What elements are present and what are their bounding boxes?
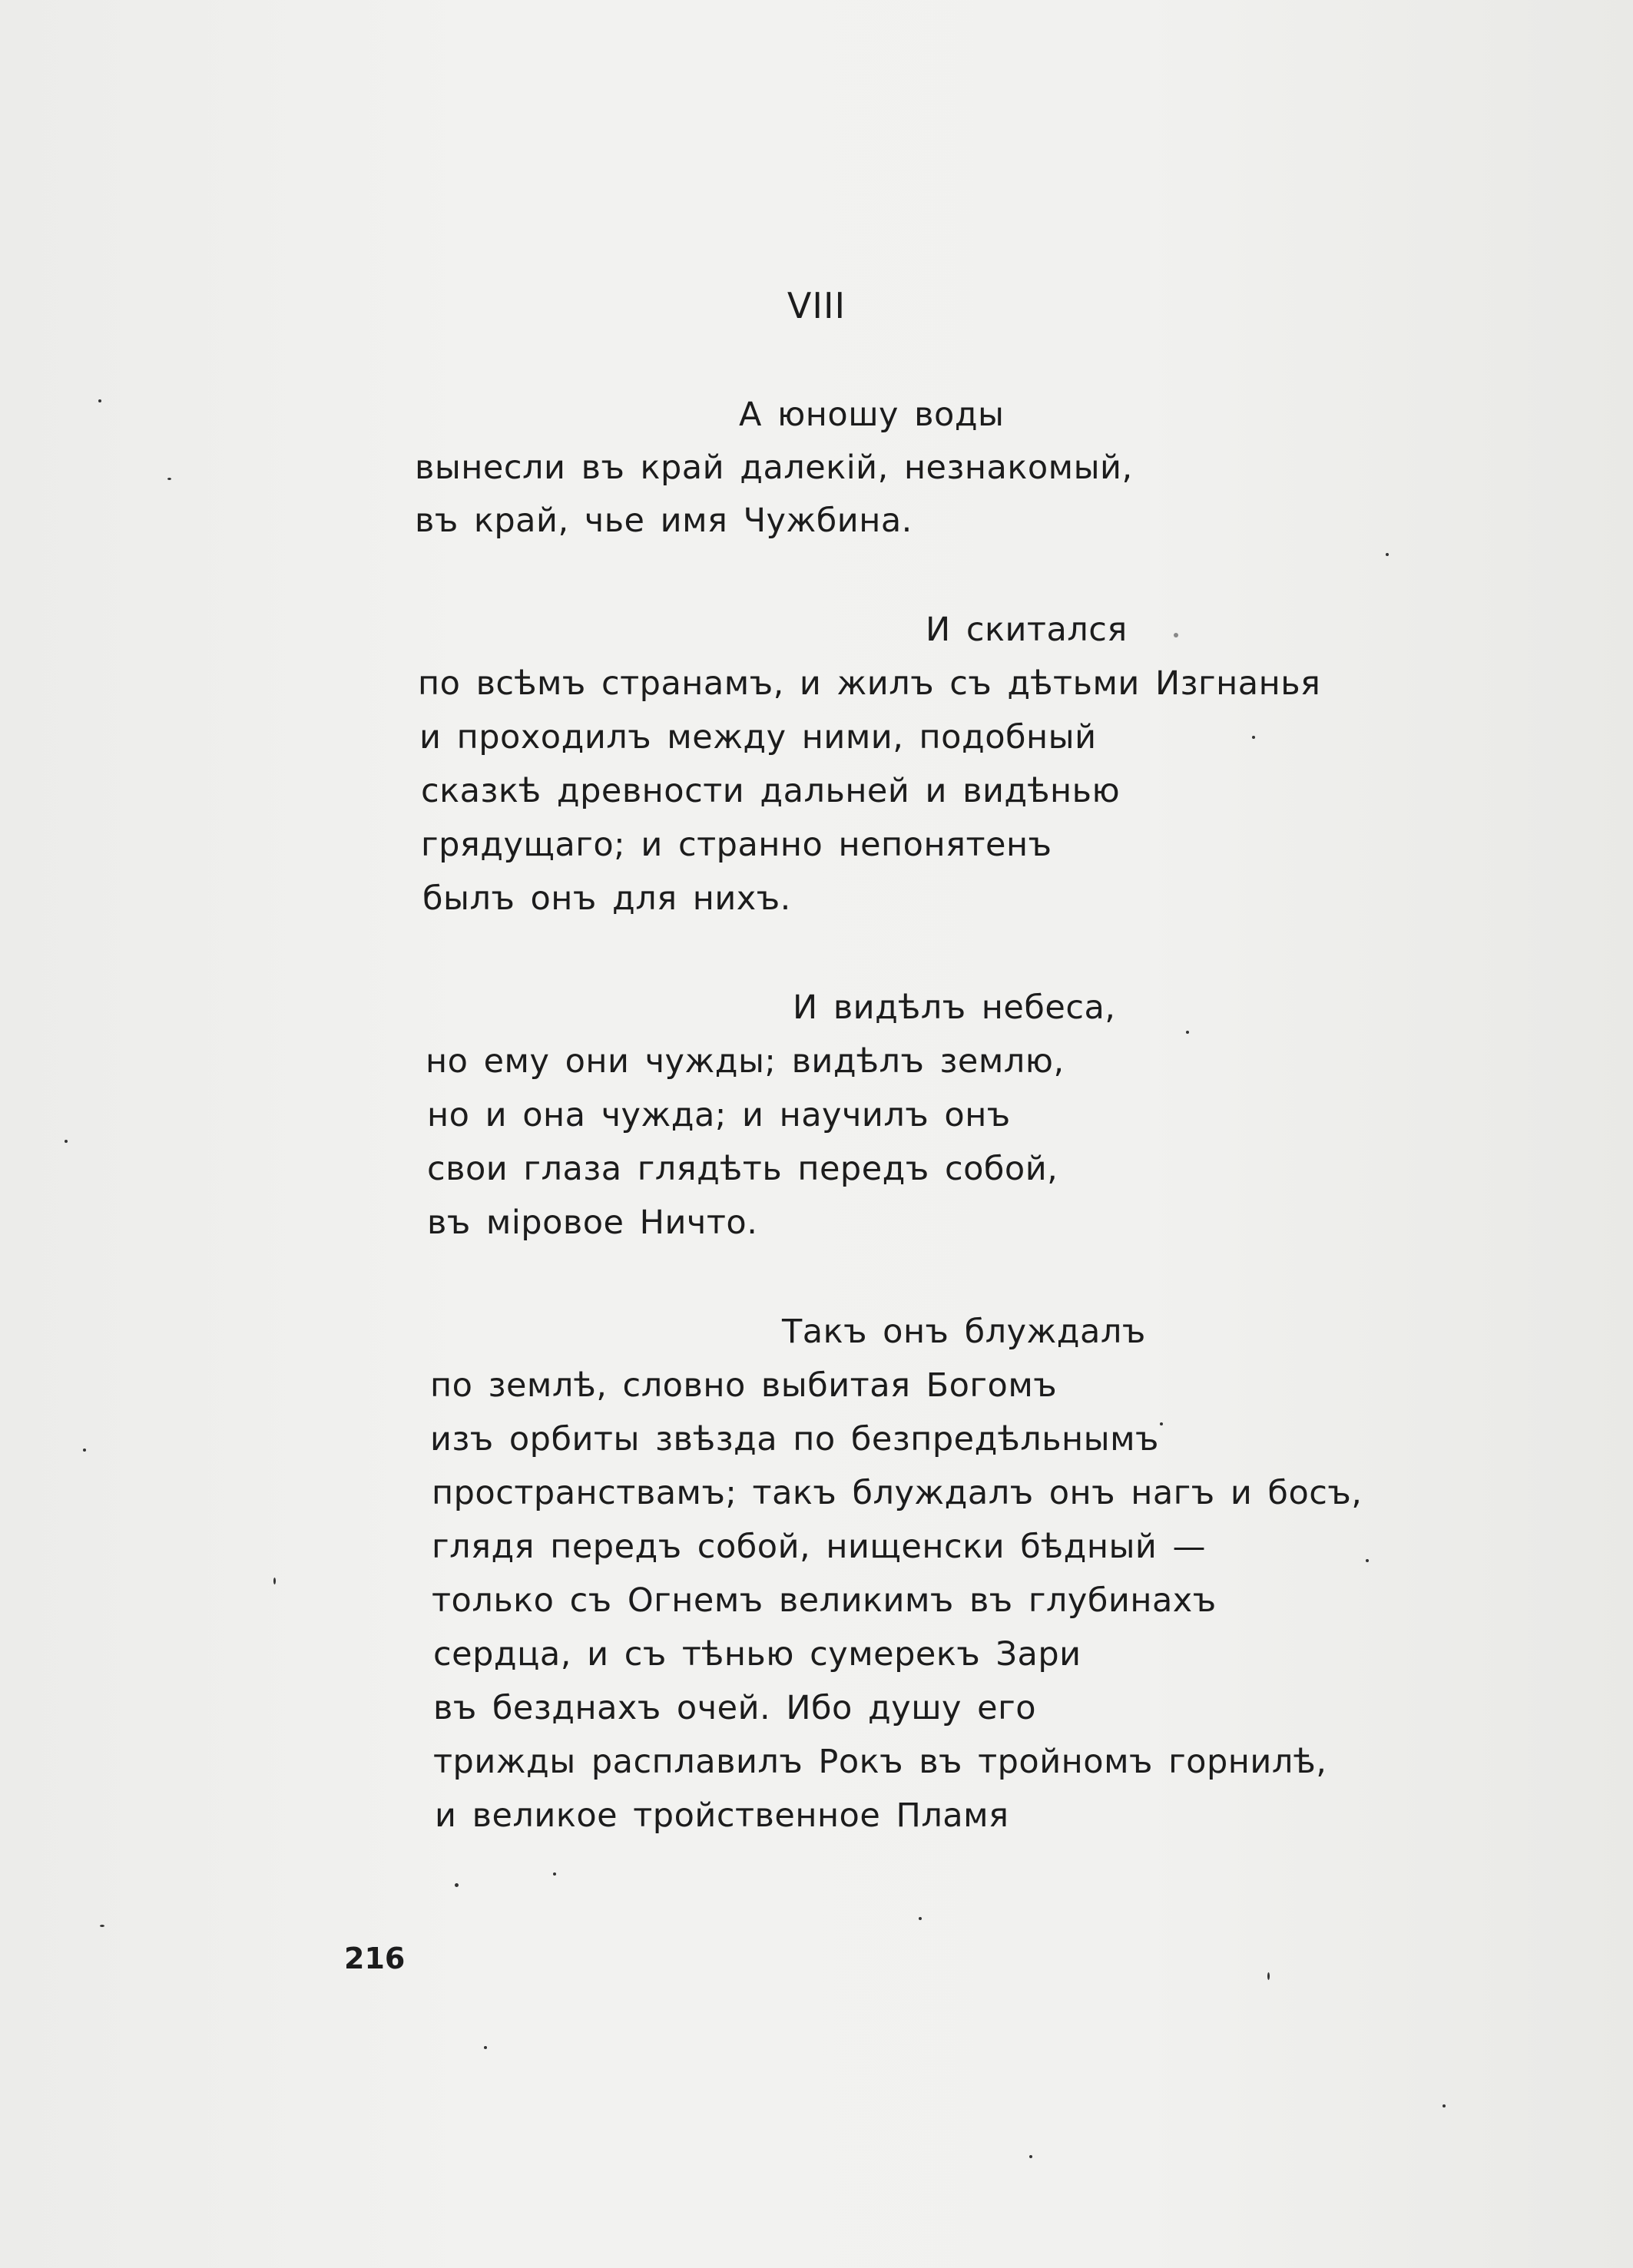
poem-line: свои глаза глядѣть передъ собой, [427,1150,1058,1188]
poem-line: И скитался [926,611,1128,649]
scan-speck [1160,1422,1163,1425]
scan-speck [484,2046,487,2049]
poem-line: трижды расплавилъ Рокъ въ тройномъ горнилѣ, [433,1743,1327,1781]
poem-line: но ему они чужды; видѣлъ землю, [426,1042,1065,1081]
scan-speck [1443,2104,1446,2107]
scan-speck [65,1140,68,1143]
scan-speck [1252,736,1255,739]
poem-line: въ міровое Ничто. [427,1204,758,1242]
poem-line: Такъ онъ блуждалъ [782,1313,1146,1351]
section-heading: VIII [787,285,846,326]
poem-line: И видѣлъ небеса, [793,988,1116,1027]
poem-line: сказкѣ древности дальней и видѣнью [421,772,1121,810]
scan-speck [553,1872,556,1876]
page-number: 216 [344,1942,406,1975]
poem-line: только съ Огнемъ великимъ въ глубинахъ [432,1581,1217,1620]
scan-speck [100,1925,104,1927]
scan-speck [1174,633,1178,637]
scan-speck [273,1578,276,1584]
scan-speck [1029,2155,1032,2158]
scan-speck [455,1883,459,1887]
scan-speck [919,1917,922,1920]
poem-line: вынесли въ край далекій, незнакомый, [415,449,1133,487]
scan-speck [1386,553,1389,556]
poem-line: сердца, и съ тѣнью сумерекъ Зари [433,1635,1081,1674]
poem-line: былъ онъ для нихъ. [422,879,791,918]
scan-speck [83,1449,86,1452]
scan-speck [1267,1972,1270,1980]
poem-line: и проходилъ между ними, подобный [419,718,1097,757]
poem-line: въ край, чье имя Чужбина. [415,502,913,540]
scan-speck [98,399,101,402]
poem-line: но и она чужда; и научилъ онъ [427,1096,1011,1134]
scan-speck [167,478,171,480]
poem-line: грядущаго; и странно непонятенъ [421,826,1052,864]
poem-line: пространствамъ; такъ блуждалъ онъ нагъ и босъ, [432,1474,1363,1512]
scan-speck [1366,1559,1369,1562]
poem-line: А юношу воды [739,396,1005,434]
scan-speck [1186,1031,1189,1034]
poem-line: въ безднахъ очей. Ибо душу его [433,1689,1037,1727]
poem-line: по всѣмъ странамъ, и жилъ съ дѣтьми Изгнанья [418,664,1321,703]
poem-line: и великое тройственное Пламя [435,1796,1009,1835]
poem-line: изъ орбиты звѣзда по безпредѣльнымъ [430,1420,1159,1458]
poem-line: по землѣ, словно выбитая Богомъ [430,1366,1058,1405]
poem-line: глядя передъ собой, нищенски бѣдный — [432,1528,1207,1566]
